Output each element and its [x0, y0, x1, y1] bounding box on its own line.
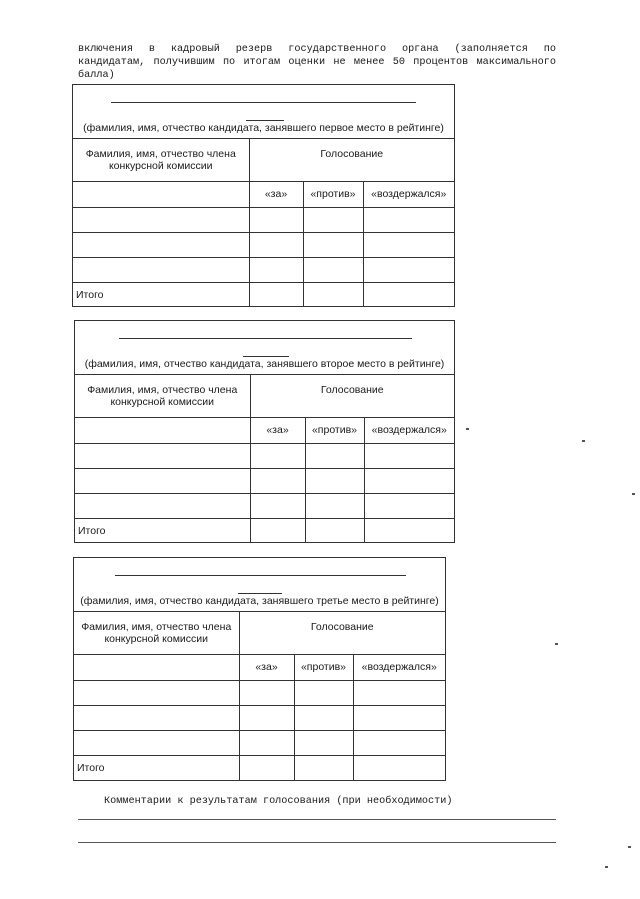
voting-header: Голосование	[239, 612, 445, 654]
vote-for-header: «за»	[249, 181, 303, 207]
voting-header: Голосование	[250, 375, 454, 417]
vote-grid	[75, 375, 454, 543]
table-row	[73, 257, 454, 282]
vote-grid	[73, 139, 454, 307]
comment-line-1	[78, 819, 556, 820]
candidate-name-short-line	[243, 356, 289, 357]
candidate-name-header	[74, 558, 445, 612]
vote-for-header: «за»	[239, 654, 294, 680]
table-row	[73, 232, 454, 257]
comment-line-2	[78, 842, 556, 843]
total-row	[75, 518, 454, 543]
vote-against-header: «против»	[294, 654, 353, 680]
scan-speck	[605, 866, 608, 868]
scan-speck	[628, 846, 631, 848]
candidate-name-line	[119, 338, 412, 339]
member-name-subcell	[74, 654, 239, 680]
candidate-name-caption: (фамилия, имя, отчество кандидата, занявшего первое место в рейтинге)	[83, 122, 444, 134]
table-row	[74, 680, 445, 705]
member-name-header: Фамилия, имя, отчество члена конкурсной комиссии	[74, 612, 239, 654]
scan-speck	[466, 428, 469, 430]
voting-header: Голосование	[249, 139, 454, 181]
candidate-name-line	[115, 575, 406, 576]
scan-speck	[555, 643, 558, 645]
candidate-name-caption: (фамилия, имя, отчество кандидата, занявшего второе место в рейтинге)	[84, 358, 445, 370]
vote-grid	[74, 612, 445, 780]
vote-against-header: «против»	[305, 417, 364, 443]
candidate-name-short-line	[238, 593, 282, 594]
vote-abstained-header: «воздержался»	[353, 654, 445, 680]
total-label: Итого	[73, 282, 249, 307]
table-row	[75, 443, 454, 468]
table-row	[73, 207, 454, 232]
member-name-header: Фамилия, имя, отчество члена конкурсной комиссии	[73, 139, 249, 181]
total-row	[73, 282, 454, 307]
member-name-subcell	[75, 417, 250, 443]
total-row	[74, 755, 445, 780]
candidate-name-header	[73, 85, 454, 139]
vote-abstained-header: «воздержался»	[364, 417, 454, 443]
comment-label: Комментарии к результатам голосования (при необходимости)	[104, 796, 453, 807]
scan-speck	[582, 440, 585, 442]
table-row	[74, 705, 445, 730]
table-row	[75, 493, 454, 518]
vote-against-header: «против»	[303, 181, 363, 207]
vote-for-header: «за»	[250, 417, 305, 443]
candidate-name-short-line	[246, 120, 284, 121]
member-name-subcell	[73, 181, 249, 207]
table-row	[74, 730, 445, 755]
vote-abstained-header: «воздержался»	[363, 181, 454, 207]
candidate-vote-table-1	[72, 84, 455, 307]
candidate-name-caption: (фамилия, имя, отчество кандидата, занявшего третье место в рейтинге)	[80, 595, 439, 607]
table-row	[75, 468, 454, 493]
scan-speck	[632, 493, 635, 495]
candidate-vote-table-3	[73, 557, 446, 781]
member-name-header: Фамилия, имя, отчество члена конкурсной комиссии	[75, 375, 250, 417]
intro-paragraph: включения в кадровый резерв государственного органа (заполняется по кандидатам, получившим по итогам оценки не менее 50 процентов максимального балла)	[78, 44, 556, 82]
total-label: Итого	[75, 518, 250, 543]
candidate-vote-table-2	[74, 320, 455, 543]
candidate-name-header	[75, 321, 454, 375]
total-label: Итого	[74, 755, 239, 780]
candidate-name-line	[111, 102, 416, 103]
